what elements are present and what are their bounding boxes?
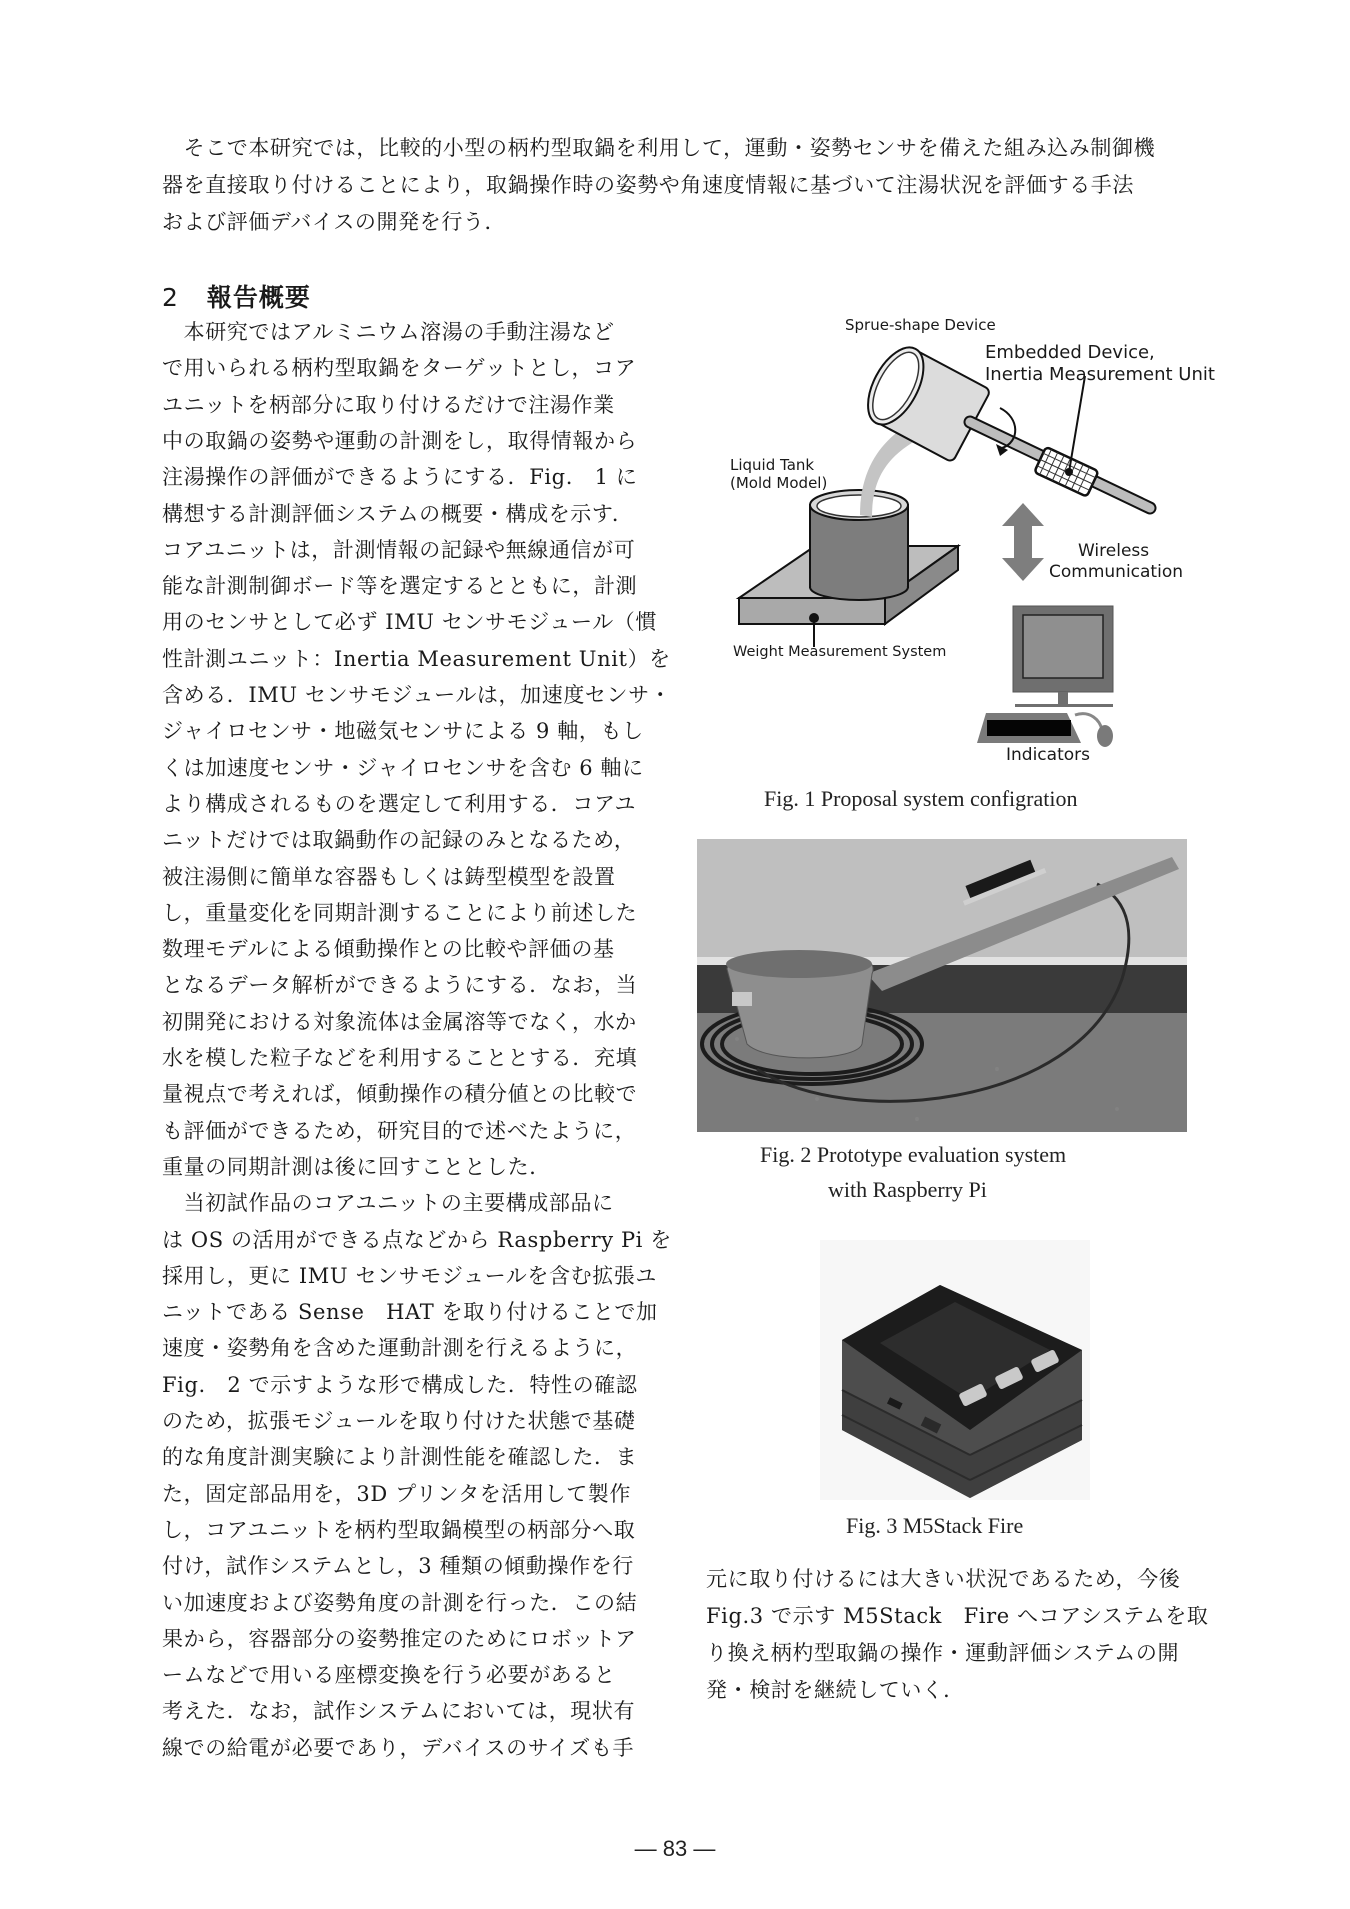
text-line: た，固定部品用を，3D プリンタを活用して製作 [162,1481,631,1506]
text-line: のため，拡張モジュールを取り付けた状態で基礎 [162,1409,636,1433]
text-line: ユニットを柄部分に取り付けるだけで注湯作業 [162,392,615,417]
text-line: コアユニットは，計測情報の記録や無線通信が可 [162,537,636,562]
text-line: は OS の活用ができる点などから Raspberry Pi を [162,1227,672,1252]
text-line: より構成されるものを選定して利用する．コアユ [162,791,637,816]
section-title: 報告概要 [206,283,311,312]
text-line: い加速度および姿勢角度の計測を行った．この結 [162,1590,638,1615]
text-line: し，コアユニットを柄杓型取鍋模型の柄部分へ取 [162,1517,636,1542]
label-indicators: Indicators [1006,745,1090,765]
text-line: 構想する計測評価システムの概要・構成を示す． [162,501,634,526]
text-line: 付け，試作システムとし，3 種類の傾動操作を行 [162,1554,634,1579]
text-line: そこで本研究では，比較的小型の柄杓型取鍋を利用して，運動・姿勢センサを備えた組み込み制御機 [162,136,1156,160]
text-line: 数理モデルによる傾動操作との比較や評価の基 [162,937,615,962]
text-line: も評価ができるため，研究目的で述べたように， [162,1118,637,1143]
text-line: 注湯操作の評価ができるようにする．Fig. 1 に [162,465,638,490]
label-weight-measurement: Weight Measurement System [733,644,947,660]
text-line: ームなどで用いる座標変換を行う必要があると [162,1663,616,1688]
text-line: 発・検討を継続していく． [706,1678,965,1702]
text-line: ニットだけでは取鍋動作の記録のみとなるため， [162,828,636,853]
text-line: 中の取鍋の姿勢や運動の計測をし，取得情報から [162,428,638,453]
figure-3-photo [820,1240,1090,1500]
text-line: 器を直接取り付けることにより，取鍋操作時の姿勢や角速度情報に基づいて注湯状況を評価する手法 [162,173,1134,197]
figure-1-diagram [720,310,1220,770]
text-line: 重量の同期計測は後に回すこととした． [162,1154,551,1179]
m5stack-fire-photo [820,1240,1090,1500]
label-wireless: Wireless [1078,541,1150,561]
figure-2-caption: Fig. 2 Prototype evaluation system [760,1142,1067,1167]
label-embedded-device: Embedded Device, [985,342,1155,363]
text-line: ニットである Sense HAT を取り付けることで加 [162,1300,658,1325]
text-line: 果から，容器部分の姿勢推定のためにロボットア [162,1626,637,1651]
text-line: で用いられる柄杓型取鍋をターゲットとし，コア [162,356,637,381]
label-mold-model: (Mold Model) [730,474,828,492]
text-line: 被注湯側に簡単な容器もしくは鋳型模型を設置 [162,864,616,889]
text-line: 性計測ユニット：Inertia Measurement Unit）を [162,646,671,671]
text-line: 採用し，更に IMU センサモジュールを含む拡張ユ [162,1263,658,1288]
text-line: Fig. 2 で示すような形で構成した．特性の確認 [162,1372,638,1397]
text-line: Fig.3 で示す M5Stack Fire へコアシステムを取 [706,1604,1209,1628]
text-line: 用のセンサとして必ず IMU センサモジュール（慣 [162,610,658,635]
text-line: 能な計測制御ボード等を選定するとともに，計測 [162,574,638,599]
text-line: ジャイロセンサ・地磁気センサによる 9 軸，もし [162,719,644,744]
text-line: となるデータ解析ができるようにする．なお，当 [162,973,638,998]
section-heading [162,278,311,314]
text-line: 水を模した粒子などを利用することとする．充填 [162,1046,638,1070]
label-liquid-tank: Liquid Tank [730,456,815,474]
text-line: 線での給電が必要であり，デバイスのサイズも手 [162,1735,635,1760]
text-line: 含める．IMU センサモジュールは，加速度センサ・ [162,683,672,707]
text-line: 本研究ではアルミニウム溶湯の手動注湯など [162,320,615,344]
ladle-prototype-photo [697,839,1187,1132]
figure-2-photo [697,839,1187,1132]
label-sprue-device: Sprue-shape Device [845,316,996,334]
figure-2-caption-line2: with Raspberry Pi [828,1177,987,1202]
page-number: — 83 — [634,1836,716,1861]
text-line: 当初試作品のコアユニットの主要構成部品に [162,1191,614,1216]
text-line: 速度・姿勢角を含めた運動計測を行えるように， [162,1336,638,1361]
figure-1-caption: Fig. 1 Proposal system configration [764,786,1078,811]
text-line: 的な角度計測実験により計測性能を確認した．ま [162,1445,638,1470]
text-line: し，重量変化を同期計測することにより前述した [162,900,638,925]
text-line: り換え柄杓型取鍋の操作・運動評価システムの開 [706,1641,1180,1665]
figure-3-caption: Fig. 3 M5Stack Fire [846,1513,1024,1538]
text-line: 量視点で考えれば，傾動操作の積分値との比較で [162,1082,638,1107]
text-line: 元に取り付けるには大きい状況であるため，今後 [706,1567,1181,1591]
text-line: 考えた．なお，試作システムにおいては，現状有 [162,1699,636,1724]
text-line: 初開発における対象流体は金属溶等でなく，水か [162,1009,637,1034]
text-line: および評価デバイスの開発を行う． [162,210,507,234]
label-communication: Communication [1049,562,1183,582]
section-number: 2 [162,283,179,312]
text-line: くは加速度センサ・ジャイロセンサを含む 6 軸に [162,755,644,780]
label-imu: Inertia Measurement Unit [985,364,1215,385]
